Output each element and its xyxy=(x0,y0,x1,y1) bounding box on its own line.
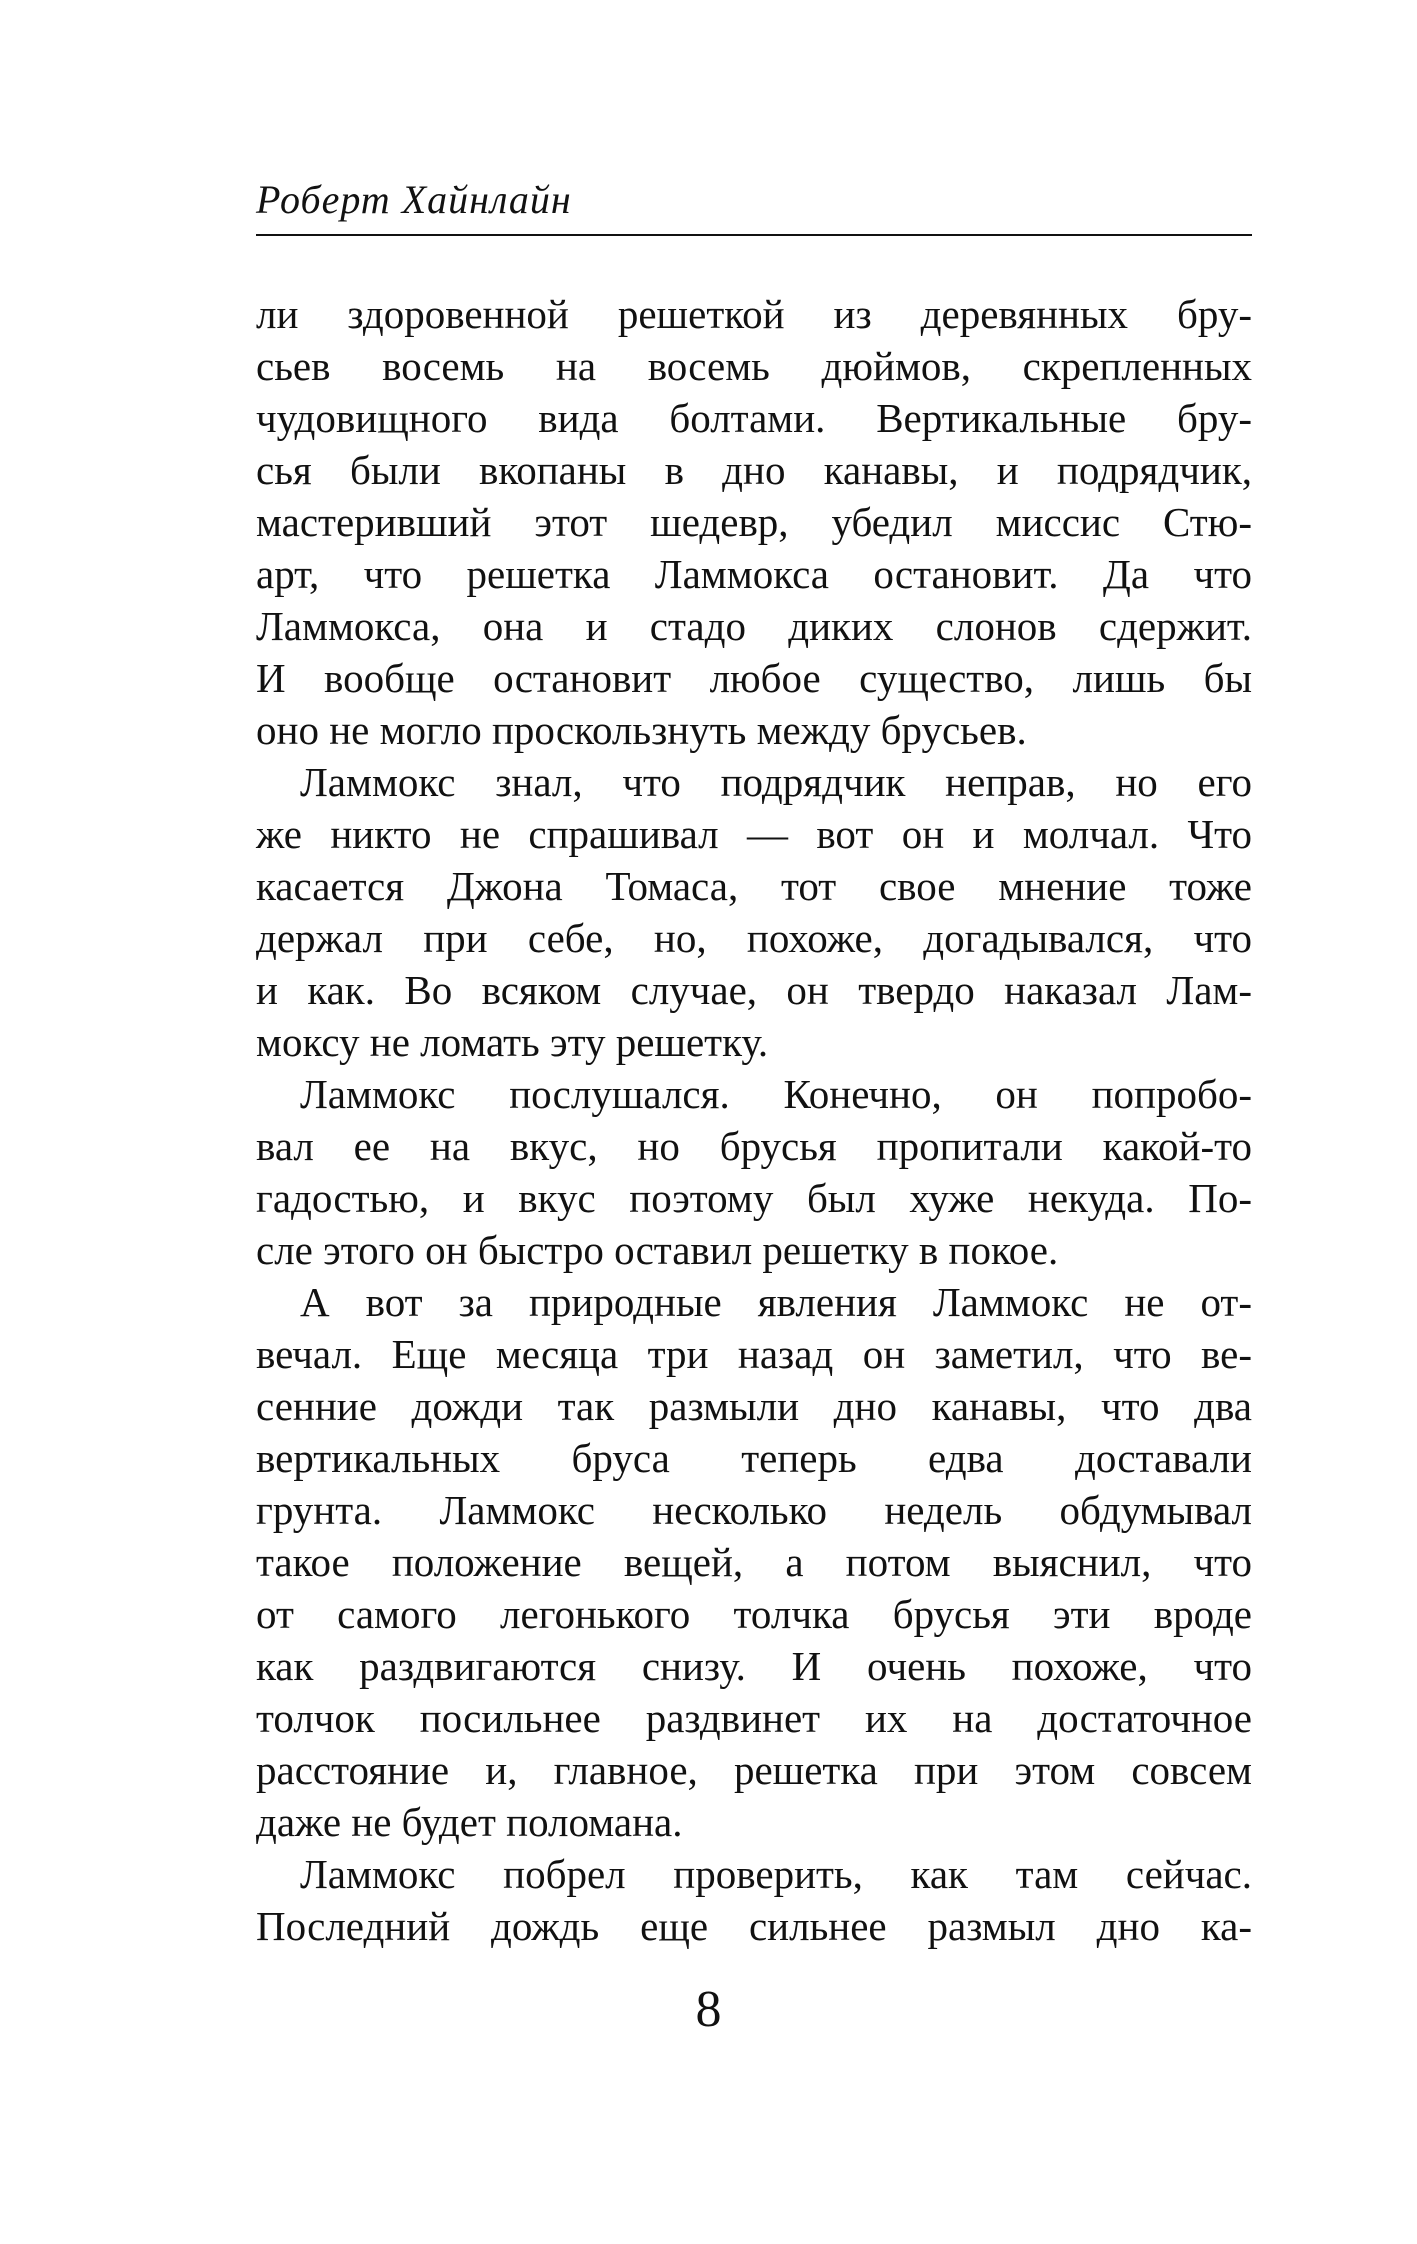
text-line: и как. Во всяком случае, он твердо наказал Лам- xyxy=(256,967,1252,1013)
text-line: грунта. Ламмокс несколько недель обдумывал xyxy=(256,1487,1252,1533)
text-line: вал ее на вкус, но брусья пропитали какой-то xyxy=(256,1123,1252,1169)
text-line: гадостью, и вкус поэтому был хуже некуда. По- xyxy=(256,1175,1252,1221)
text-line: такое положение вещей, а потом выяснил, что xyxy=(256,1539,1252,1585)
text-line: арт, что решетка Ламмокса остановит. Да что xyxy=(256,551,1252,597)
paragraph xyxy=(256,756,1252,1068)
text-line: толчок посильнее раздвинет их на достаточное xyxy=(256,1695,1252,1741)
text-line: касается Джона Томаса, тот свое мнение тоже xyxy=(256,863,1252,909)
text-line: вечал. Еще месяца три назад он заметил, что ве- xyxy=(256,1331,1252,1377)
text-line: И вообще остановит любое существо, лишь бы xyxy=(256,655,1252,701)
text-line: как раздвигаются снизу. И очень похоже, что xyxy=(256,1643,1252,1689)
text-line: Ламмокс знал, что подрядчик неправ, но его xyxy=(300,759,1252,805)
header-rule xyxy=(256,234,1252,236)
text-line: расстояние и, главное, решетка при этом совсем xyxy=(256,1747,1252,1793)
text-line: А вот за природные явления Ламмокс не от- xyxy=(300,1279,1252,1325)
text-line: от самого легонького толчка брусья эти вроде xyxy=(256,1591,1252,1637)
text-line: сьев восемь на восемь дюймов, скрепленных xyxy=(256,343,1252,389)
paragraph xyxy=(256,1848,1252,1952)
text-line: же никто не спрашивал — вот он и молчал. Что xyxy=(256,811,1252,857)
text-line: моксу не ломать эту решетку. xyxy=(256,1019,769,1065)
text-line: чудовищного вида болтами. Вертикальные бру- xyxy=(256,395,1252,441)
text-line: Ламмокс побрел проверить, как там сейчас. xyxy=(300,1851,1252,1897)
text-line: Последний дождь еще сильнее размыл дно ка- xyxy=(256,1903,1252,1949)
text-line: вертикальных бруса теперь едва доставали xyxy=(256,1435,1252,1481)
text-line: даже не будет поломана. xyxy=(256,1799,683,1845)
text-line: сле этого он быстро оставил решетку в покое. xyxy=(256,1227,1059,1273)
paragraph xyxy=(256,1068,1252,1276)
running-head-author: Роберт Хайнлайн xyxy=(256,177,572,222)
text-line: Ламмокс послушался. Конечно, он попробо- xyxy=(300,1071,1252,1117)
paragraph xyxy=(256,1276,1252,1848)
text-line: сья были вкопаны в дно канавы, и подрядчик, xyxy=(256,447,1252,493)
text-line: оно не могло проскользнуть между брусьев. xyxy=(256,707,1027,753)
page-number: 8 xyxy=(695,1981,722,2038)
text-line: держал при себе, но, похоже, догадывался, что xyxy=(256,915,1252,961)
text-line: сенние дожди так размыли дно канавы, что два xyxy=(256,1383,1252,1429)
body-text xyxy=(256,288,1252,1952)
paragraph xyxy=(256,288,1252,756)
text-line: ли здоровенной решеткой из деревянных бру- xyxy=(256,291,1252,337)
text-line: мастеривший этот шедевр, убедил миссис Стю- xyxy=(256,499,1252,545)
text-line: Ламмокса, она и стадо диких слонов сдержит. xyxy=(256,603,1252,649)
